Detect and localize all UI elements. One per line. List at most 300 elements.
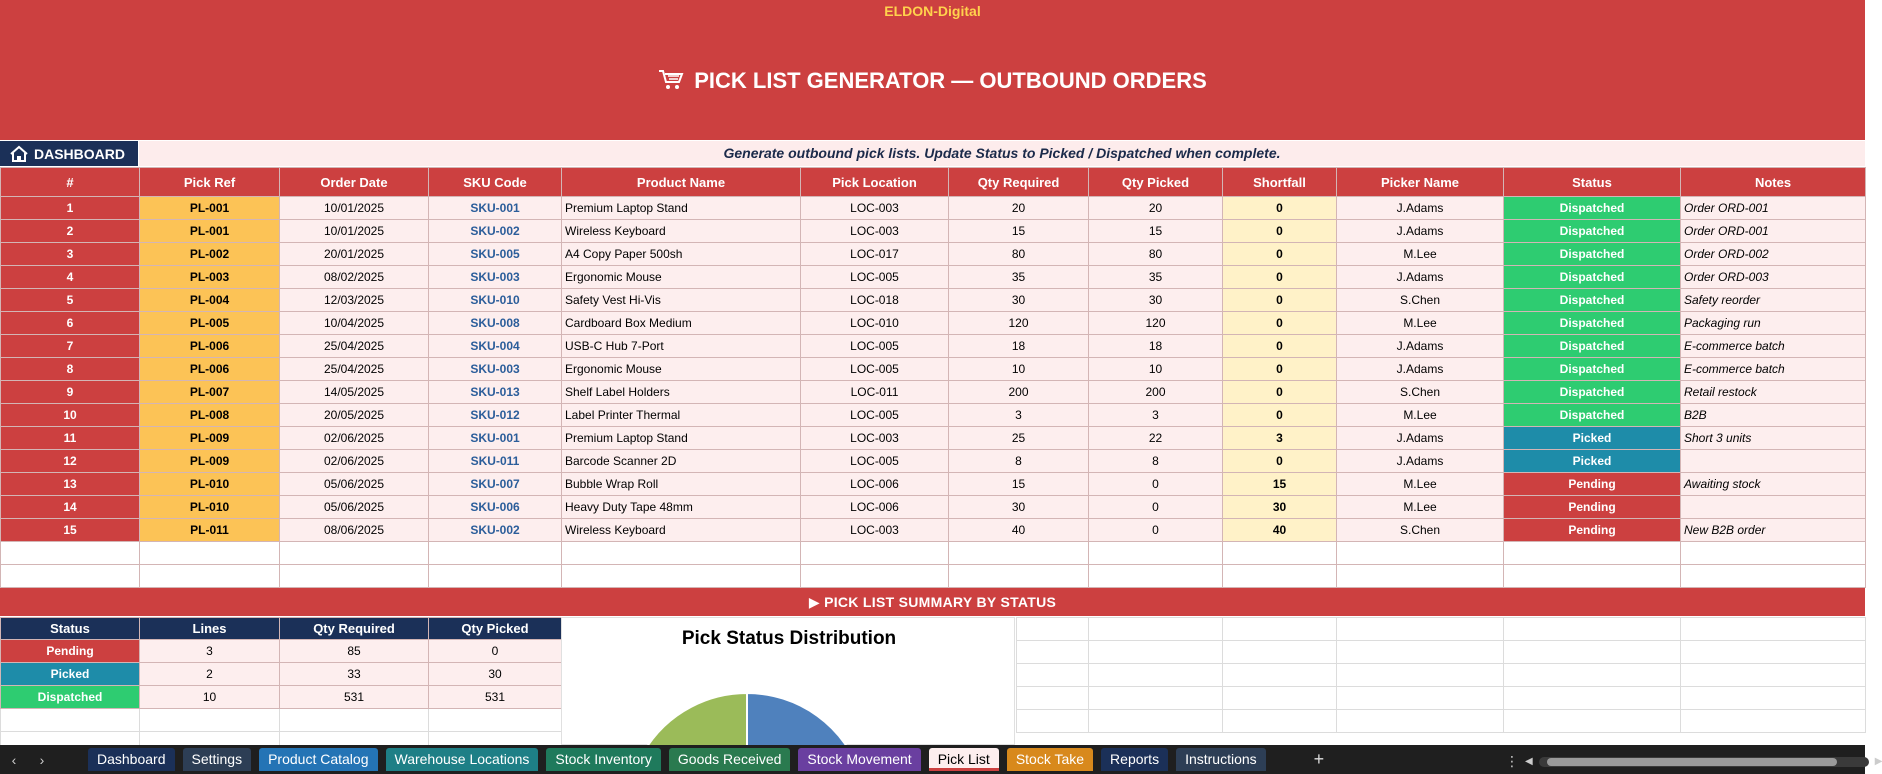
cell-picker[interactable]: S.Chen: [1337, 519, 1504, 542]
summary-section-header: ▶ PICK LIST SUMMARY BY STATUS: [0, 588, 1865, 616]
cell-picked[interactable]: 20: [1089, 197, 1223, 220]
cell-sku[interactable]: SKU-003: [429, 358, 562, 381]
cell-loc[interactable]: LOC-003: [801, 197, 949, 220]
empty-cell[interactable]: [1337, 687, 1504, 710]
cell-short[interactable]: 3: [1223, 427, 1337, 450]
cell-status[interactable]: Picked: [1504, 450, 1681, 473]
cell-status[interactable]: Dispatched: [1504, 197, 1681, 220]
cell-date[interactable]: 02/06/2025: [280, 427, 429, 450]
cell-req[interactable]: 15: [949, 220, 1089, 243]
cell-sku[interactable]: SKU-002: [429, 519, 562, 542]
cell-ref[interactable]: PL-005: [140, 312, 280, 335]
sheet-tab-pick-list[interactable]: Pick List: [929, 748, 999, 771]
cell-status[interactable]: Dispatched: [1504, 312, 1681, 335]
cell-picked[interactable]: 120: [1089, 312, 1223, 335]
next-sheet-arrow-icon[interactable]: ›: [39, 751, 45, 768]
cell-product[interactable]: Barcode Scanner 2D: [562, 450, 801, 473]
cell-picker[interactable]: M.Lee: [1337, 496, 1504, 519]
empty-cell[interactable]: [1681, 542, 1866, 565]
cell-loc[interactable]: LOC-006: [801, 496, 949, 519]
empty-cell[interactable]: [1681, 641, 1866, 664]
horizontal-scroll-area: [1505, 753, 1882, 770]
cell-notes[interactable]: Order ORD-003: [1681, 266, 1866, 289]
table-row: [1, 381, 1866, 404]
empty-cell[interactable]: [1337, 664, 1504, 687]
empty-row: [1, 709, 562, 732]
empty-cell[interactable]: [1089, 710, 1223, 733]
cell-req[interactable]: 18: [949, 335, 1089, 358]
cell-sku[interactable]: SKU-008: [429, 312, 562, 335]
cell-notes[interactable]: Packaging run: [1681, 312, 1866, 335]
cell-date[interactable]: 12/03/2025: [280, 289, 429, 312]
empty-cell[interactable]: [429, 565, 562, 588]
table-row: [1, 450, 1866, 473]
empty-cell[interactable]: [429, 542, 562, 565]
empty-cell[interactable]: [140, 542, 280, 565]
cell-product[interactable]: Wireless Keyboard: [562, 519, 801, 542]
cell-req[interactable]: 40: [949, 519, 1089, 542]
cell-n[interactable]: 12: [1, 450, 140, 473]
cell-req[interactable]: 10: [949, 358, 1089, 381]
column-header: Shortfall: [1223, 168, 1337, 197]
cell-short[interactable]: 40: [1223, 519, 1337, 542]
cell-loc[interactable]: LOC-003: [801, 427, 949, 450]
cell-loc[interactable]: LOC-006: [801, 473, 949, 496]
cell-sku[interactable]: SKU-006: [429, 496, 562, 519]
dashboard-button[interactable]: [0, 141, 138, 166]
table-row: [1, 404, 1866, 427]
cell-status[interactable]: Dispatched: [1504, 335, 1681, 358]
cell-date[interactable]: 08/02/2025: [280, 266, 429, 289]
cell-picked[interactable]: 0: [1089, 496, 1223, 519]
pick-list-table: [0, 167, 1866, 588]
cell-loc[interactable]: LOC-010: [801, 312, 949, 335]
cell-loc[interactable]: LOC-005: [801, 266, 949, 289]
summary-row: [1, 663, 562, 686]
empty-cell[interactable]: [1681, 664, 1866, 687]
cell-req[interactable]: 35: [949, 266, 1089, 289]
cell-product[interactable]: Premium Laptop Stand: [562, 427, 801, 450]
cell-short[interactable]: 0: [1223, 381, 1337, 404]
table-row: [1, 289, 1866, 312]
summary-status[interactable]: Dispatched: [1, 686, 140, 709]
cell-loc[interactable]: LOC-003: [801, 519, 949, 542]
empty-cell[interactable]: [949, 565, 1089, 588]
cell-loc[interactable]: LOC-018: [801, 289, 949, 312]
cell-short[interactable]: 0: [1223, 358, 1337, 381]
cell-picker[interactable]: S.Chen: [1337, 381, 1504, 404]
cell-ref[interactable]: PL-011: [140, 519, 280, 542]
cell-ref[interactable]: PL-007: [140, 381, 280, 404]
cell-product[interactable]: Shelf Label Holders: [562, 381, 801, 404]
cell-short[interactable]: 15: [1223, 473, 1337, 496]
cell-ref[interactable]: PL-001: [140, 220, 280, 243]
cell-status[interactable]: Pending: [1504, 519, 1681, 542]
sheet-tab-reports[interactable]: Reports: [1101, 748, 1168, 771]
cell-sku[interactable]: SKU-003: [429, 266, 562, 289]
cell-sku[interactable]: SKU-004: [429, 335, 562, 358]
cell-status[interactable]: Dispatched: [1504, 220, 1681, 243]
cell-n[interactable]: 4: [1, 266, 140, 289]
cell-picked[interactable]: 22: [1089, 427, 1223, 450]
empty-cell[interactable]: [140, 709, 280, 732]
cell-req[interactable]: 3: [949, 404, 1089, 427]
cell-req[interactable]: 200: [949, 381, 1089, 404]
column-header: Status: [1504, 168, 1681, 197]
cell-n[interactable]: 11: [1, 427, 140, 450]
scroll-right-icon[interactable]: ▶: [1874, 756, 1882, 767]
cell-picked[interactable]: 18: [1089, 335, 1223, 358]
empty-cell[interactable]: [1223, 641, 1337, 664]
summary-lines[interactable]: 3: [140, 640, 280, 663]
summary-lines[interactable]: 2: [140, 663, 280, 686]
sheet-tab-stock-inventory[interactable]: Stock Inventory: [546, 748, 661, 771]
prev-sheet-arrow-icon[interactable]: ‹: [11, 751, 17, 768]
cell-short[interactable]: 0: [1223, 220, 1337, 243]
cell-notes[interactable]: Safety reorder: [1681, 289, 1866, 312]
cell-notes[interactable]: Awaiting stock: [1681, 473, 1866, 496]
empty-cell[interactable]: [1504, 618, 1681, 641]
empty-cell[interactable]: [1223, 565, 1337, 588]
empty-cell[interactable]: [1504, 664, 1681, 687]
cell-sku[interactable]: SKU-012: [429, 404, 562, 427]
cell-notes[interactable]: B2B: [1681, 404, 1866, 427]
empty-cell[interactable]: [1223, 542, 1337, 565]
cell-date[interactable]: 20/05/2025: [280, 404, 429, 427]
cell-ref[interactable]: PL-010: [140, 473, 280, 496]
cell-req[interactable]: 30: [949, 289, 1089, 312]
cell-ref[interactable]: PL-006: [140, 335, 280, 358]
empty-cell[interactable]: [1337, 710, 1504, 733]
cell-sku[interactable]: SKU-005: [429, 243, 562, 266]
empty-cell[interactable]: [562, 542, 801, 565]
cell-ref[interactable]: PL-004: [140, 289, 280, 312]
cell-notes[interactable]: Short 3 units: [1681, 427, 1866, 450]
empty-cell[interactable]: [1681, 618, 1866, 641]
table-row: [1, 220, 1866, 243]
column-header: #: [1, 168, 140, 197]
cell-product[interactable]: USB-C Hub 7-Port: [562, 335, 801, 358]
cell-picker[interactable]: J.Adams: [1337, 358, 1504, 381]
cell-ref[interactable]: PL-008: [140, 404, 280, 427]
cell-product[interactable]: Label Printer Thermal: [562, 404, 801, 427]
cell-date[interactable]: 05/06/2025: [280, 496, 429, 519]
horizontal-scrollbar[interactable]: [1539, 757, 1869, 767]
cell-picker[interactable]: J.Adams: [1337, 220, 1504, 243]
cell-date[interactable]: 14/05/2025: [280, 381, 429, 404]
empty-cell[interactable]: [1017, 641, 1089, 664]
cell-short[interactable]: 0: [1223, 289, 1337, 312]
cell-n[interactable]: 1: [1, 197, 140, 220]
empty-cell[interactable]: [1337, 618, 1504, 641]
empty-cell[interactable]: [1504, 687, 1681, 710]
empty-cell[interactable]: [1504, 542, 1681, 565]
empty-cell[interactable]: [1223, 664, 1337, 687]
sheet-tab-settings[interactable]: Settings: [183, 748, 252, 771]
cell-picker[interactable]: J.Adams: [1337, 197, 1504, 220]
empty-cell[interactable]: [1017, 618, 1089, 641]
cell-req[interactable]: 120: [949, 312, 1089, 335]
cell-req[interactable]: 30: [949, 496, 1089, 519]
cell-notes[interactable]: [1681, 450, 1866, 473]
cell-loc[interactable]: LOC-005: [801, 450, 949, 473]
column-header: Order Date: [280, 168, 429, 197]
cell-product[interactable]: Ergonomic Mouse: [562, 266, 801, 289]
empty-cell[interactable]: [1089, 641, 1223, 664]
instruction-text: Generate outbound pick lists. Update Status to Picked / Dispatched when complete.: [139, 141, 1865, 166]
cell-date[interactable]: 25/04/2025: [280, 358, 429, 381]
cell-picked[interactable]: 3: [1089, 404, 1223, 427]
cell-picked[interactable]: 30: [1089, 289, 1223, 312]
cell-ref[interactable]: PL-003: [140, 266, 280, 289]
cell-picked[interactable]: 0: [1089, 473, 1223, 496]
cell-sku[interactable]: SKU-001: [429, 197, 562, 220]
cell-notes[interactable]: Order ORD-001: [1681, 220, 1866, 243]
table-row: [1, 335, 1866, 358]
cell-notes[interactable]: E-commerce batch: [1681, 335, 1866, 358]
cell-date[interactable]: 10/01/2025: [280, 220, 429, 243]
empty-cell[interactable]: [949, 542, 1089, 565]
cell-n[interactable]: 14: [1, 496, 140, 519]
summary-column-header: Lines: [140, 618, 280, 640]
sheet-tab-stock-take[interactable]: Stock Take: [1007, 748, 1093, 771]
home-icon: [10, 146, 28, 162]
cell-picker[interactable]: S.Chen: [1337, 289, 1504, 312]
cell-n[interactable]: 8: [1, 358, 140, 381]
table-row: [1, 312, 1866, 335]
cell-n[interactable]: 6: [1, 312, 140, 335]
empty-cell[interactable]: [1089, 687, 1223, 710]
cell-picker[interactable]: M.Lee: [1337, 404, 1504, 427]
empty-cell[interactable]: [280, 542, 429, 565]
cell-ref[interactable]: PL-006: [140, 358, 280, 381]
empty-cell[interactable]: [1, 565, 140, 588]
cell-req[interactable]: 20: [949, 197, 1089, 220]
cell-product[interactable]: Ergonomic Mouse: [562, 358, 801, 381]
cell-product[interactable]: Bubble Wrap Roll: [562, 473, 801, 496]
summary-status[interactable]: Picked: [1, 663, 140, 686]
cell-status[interactable]: Dispatched: [1504, 243, 1681, 266]
summary-req[interactable]: 33: [280, 663, 429, 686]
summary-picked[interactable]: 531: [429, 686, 562, 709]
sheet-tab-stock-movement[interactable]: Stock Movement: [798, 748, 920, 771]
cell-status[interactable]: Pending: [1504, 496, 1681, 519]
cell-loc[interactable]: LOC-005: [801, 404, 949, 427]
cell-loc[interactable]: LOC-011: [801, 381, 949, 404]
empty-cell[interactable]: [1337, 641, 1504, 664]
scrollbar-thumb[interactable]: [1547, 758, 1837, 766]
empty-cell[interactable]: [801, 542, 949, 565]
empty-cell[interactable]: [1681, 565, 1866, 588]
cell-picked[interactable]: 10: [1089, 358, 1223, 381]
cell-picked[interactable]: 0: [1089, 519, 1223, 542]
summary-picked[interactable]: 30: [429, 663, 562, 686]
cell-short[interactable]: 0: [1223, 197, 1337, 220]
sheet-tab-warehouse-locations[interactable]: Warehouse Locations: [386, 748, 539, 771]
empty-cell[interactable]: [1681, 687, 1866, 710]
summary-req[interactable]: 531: [280, 686, 429, 709]
cell-status[interactable]: Dispatched: [1504, 266, 1681, 289]
empty-cell[interactable]: [280, 709, 429, 732]
cell-picker[interactable]: J.Adams: [1337, 335, 1504, 358]
cell-ref[interactable]: PL-010: [140, 496, 280, 519]
empty-cell[interactable]: [1089, 664, 1223, 687]
cell-picker[interactable]: J.Adams: [1337, 266, 1504, 289]
header-banner: [0, 0, 1865, 140]
cell-loc[interactable]: LOC-017: [801, 243, 949, 266]
cell-ref[interactable]: PL-002: [140, 243, 280, 266]
cell-loc[interactable]: LOC-003: [801, 220, 949, 243]
empty-cell[interactable]: [1337, 565, 1504, 588]
cell-status[interactable]: Dispatched: [1504, 404, 1681, 427]
cell-notes[interactable]: Order ORD-002: [1681, 243, 1866, 266]
cell-picked[interactable]: 80: [1089, 243, 1223, 266]
cell-product[interactable]: Safety Vest Hi-Vis: [562, 289, 801, 312]
empty-cell[interactable]: [280, 565, 429, 588]
sheet-tab-dashboard[interactable]: Dashboard: [88, 748, 175, 771]
cell-picked[interactable]: 35: [1089, 266, 1223, 289]
cell-loc[interactable]: LOC-005: [801, 335, 949, 358]
cell-short[interactable]: 30: [1223, 496, 1337, 519]
cell-sku[interactable]: SKU-013: [429, 381, 562, 404]
cell-n[interactable]: 13: [1, 473, 140, 496]
cell-picker[interactable]: M.Lee: [1337, 473, 1504, 496]
empty-cell[interactable]: [562, 565, 801, 588]
cell-n[interactable]: 5: [1, 289, 140, 312]
cell-loc[interactable]: LOC-005: [801, 358, 949, 381]
dashboard-button-label: DASHBOARD: [34, 145, 125, 162]
cell-n[interactable]: 2: [1, 220, 140, 243]
column-header: Notes: [1681, 168, 1866, 197]
cell-status[interactable]: Dispatched: [1504, 381, 1681, 404]
summary-row: [1, 686, 562, 709]
summary-lines[interactable]: 10: [140, 686, 280, 709]
cell-notes[interactable]: E-commerce batch: [1681, 358, 1866, 381]
empty-row: [1, 542, 1866, 565]
cell-sku[interactable]: SKU-011: [429, 450, 562, 473]
cell-date[interactable]: 20/01/2025: [280, 243, 429, 266]
cell-product[interactable]: Cardboard Box Medium: [562, 312, 801, 335]
cell-short[interactable]: 0: [1223, 266, 1337, 289]
cell-sku[interactable]: SKU-007: [429, 473, 562, 496]
cell-picked[interactable]: 8: [1089, 450, 1223, 473]
cell-ref[interactable]: PL-009: [140, 427, 280, 450]
cell-req[interactable]: 15: [949, 473, 1089, 496]
cell-short[interactable]: 0: [1223, 450, 1337, 473]
add-sheet-icon[interactable]: +: [1313, 749, 1325, 769]
cell-notes[interactable]: [1681, 496, 1866, 519]
pick-status-chart[interactable]: [561, 617, 1015, 745]
pie-chart: [562, 618, 1016, 746]
summary-status[interactable]: Pending: [1, 640, 140, 663]
sheet-tab-product-catalog[interactable]: Product Catalog: [259, 748, 377, 771]
cell-date[interactable]: 05/06/2025: [280, 473, 429, 496]
cell-date[interactable]: 02/06/2025: [280, 450, 429, 473]
empty-row: [1, 565, 1866, 588]
cell-short[interactable]: 0: [1223, 243, 1337, 266]
cell-req[interactable]: 8: [949, 450, 1089, 473]
more-options-icon[interactable]: ⋮: [1505, 753, 1519, 769]
cell-req[interactable]: 80: [949, 243, 1089, 266]
empty-cell[interactable]: [1089, 618, 1223, 641]
empty-cell[interactable]: [801, 565, 949, 588]
cell-notes[interactable]: Retail restock: [1681, 381, 1866, 404]
empty-cell[interactable]: [1089, 565, 1223, 588]
cell-notes[interactable]: New B2B order: [1681, 519, 1866, 542]
cell-status[interactable]: Picked: [1504, 427, 1681, 450]
empty-cell[interactable]: [1504, 710, 1681, 733]
sheet-tab-instructions[interactable]: Instructions: [1176, 748, 1266, 771]
empty-cell[interactable]: [1504, 641, 1681, 664]
cell-picked[interactable]: 15: [1089, 220, 1223, 243]
column-header: Product Name: [562, 168, 801, 197]
cell-date[interactable]: 10/04/2025: [280, 312, 429, 335]
summary-header-row: [1, 618, 562, 640]
cell-sku[interactable]: SKU-010: [429, 289, 562, 312]
cell-ref[interactable]: PL-009: [140, 450, 280, 473]
cell-sku[interactable]: SKU-002: [429, 220, 562, 243]
cell-n[interactable]: 10: [1, 404, 140, 427]
cell-short[interactable]: 0: [1223, 335, 1337, 358]
summary-req[interactable]: 85: [280, 640, 429, 663]
cell-picker[interactable]: J.Adams: [1337, 450, 1504, 473]
cell-product[interactable]: Premium Laptop Stand: [562, 197, 801, 220]
sheet-tab-goods-received[interactable]: Goods Received: [669, 748, 791, 771]
empty-cell[interactable]: [1017, 710, 1089, 733]
empty-cell[interactable]: [1504, 565, 1681, 588]
cell-picked[interactable]: 200: [1089, 381, 1223, 404]
cell-picker[interactable]: M.Lee: [1337, 312, 1504, 335]
cell-ref[interactable]: PL-001: [140, 197, 280, 220]
cell-status[interactable]: Dispatched: [1504, 289, 1681, 312]
empty-cell[interactable]: [1223, 687, 1337, 710]
summary-picked[interactable]: 0: [429, 640, 562, 663]
cell-date[interactable]: 25/04/2025: [280, 335, 429, 358]
empty-cell[interactable]: [1017, 664, 1089, 687]
empty-cell[interactable]: [1337, 542, 1504, 565]
cell-picker[interactable]: M.Lee: [1337, 243, 1504, 266]
cell-notes[interactable]: Order ORD-001: [1681, 197, 1866, 220]
empty-cell[interactable]: [140, 565, 280, 588]
cell-product[interactable]: A4 Copy Paper 500sh: [562, 243, 801, 266]
empty-cell[interactable]: [1681, 710, 1866, 733]
cell-req[interactable]: 25: [949, 427, 1089, 450]
cell-n[interactable]: 3: [1, 243, 140, 266]
cell-status[interactable]: Dispatched: [1504, 358, 1681, 381]
cell-date[interactable]: 10/01/2025: [280, 197, 429, 220]
cell-n[interactable]: 7: [1, 335, 140, 358]
cell-n[interactable]: 9: [1, 381, 140, 404]
cell-short[interactable]: 0: [1223, 404, 1337, 427]
cell-picker[interactable]: J.Adams: [1337, 427, 1504, 450]
cell-status[interactable]: Pending: [1504, 473, 1681, 496]
empty-cell[interactable]: [1017, 687, 1089, 710]
scroll-left-icon[interactable]: ◀: [1525, 756, 1533, 767]
empty-cell[interactable]: [1, 542, 140, 565]
empty-cell[interactable]: [1223, 710, 1337, 733]
empty-cell[interactable]: [429, 709, 562, 732]
empty-cell[interactable]: [1089, 542, 1223, 565]
cell-date[interactable]: 08/06/2025: [280, 519, 429, 542]
empty-cell[interactable]: [1223, 618, 1337, 641]
cell-n[interactable]: 15: [1, 519, 140, 542]
cell-sku[interactable]: SKU-001: [429, 427, 562, 450]
column-header: Qty Picked: [1089, 168, 1223, 197]
cell-short[interactable]: 0: [1223, 312, 1337, 335]
empty-cell[interactable]: [1, 709, 140, 732]
cell-product[interactable]: Wireless Keyboard: [562, 220, 801, 243]
cell-product[interactable]: Heavy Duty Tape 48mm: [562, 496, 801, 519]
